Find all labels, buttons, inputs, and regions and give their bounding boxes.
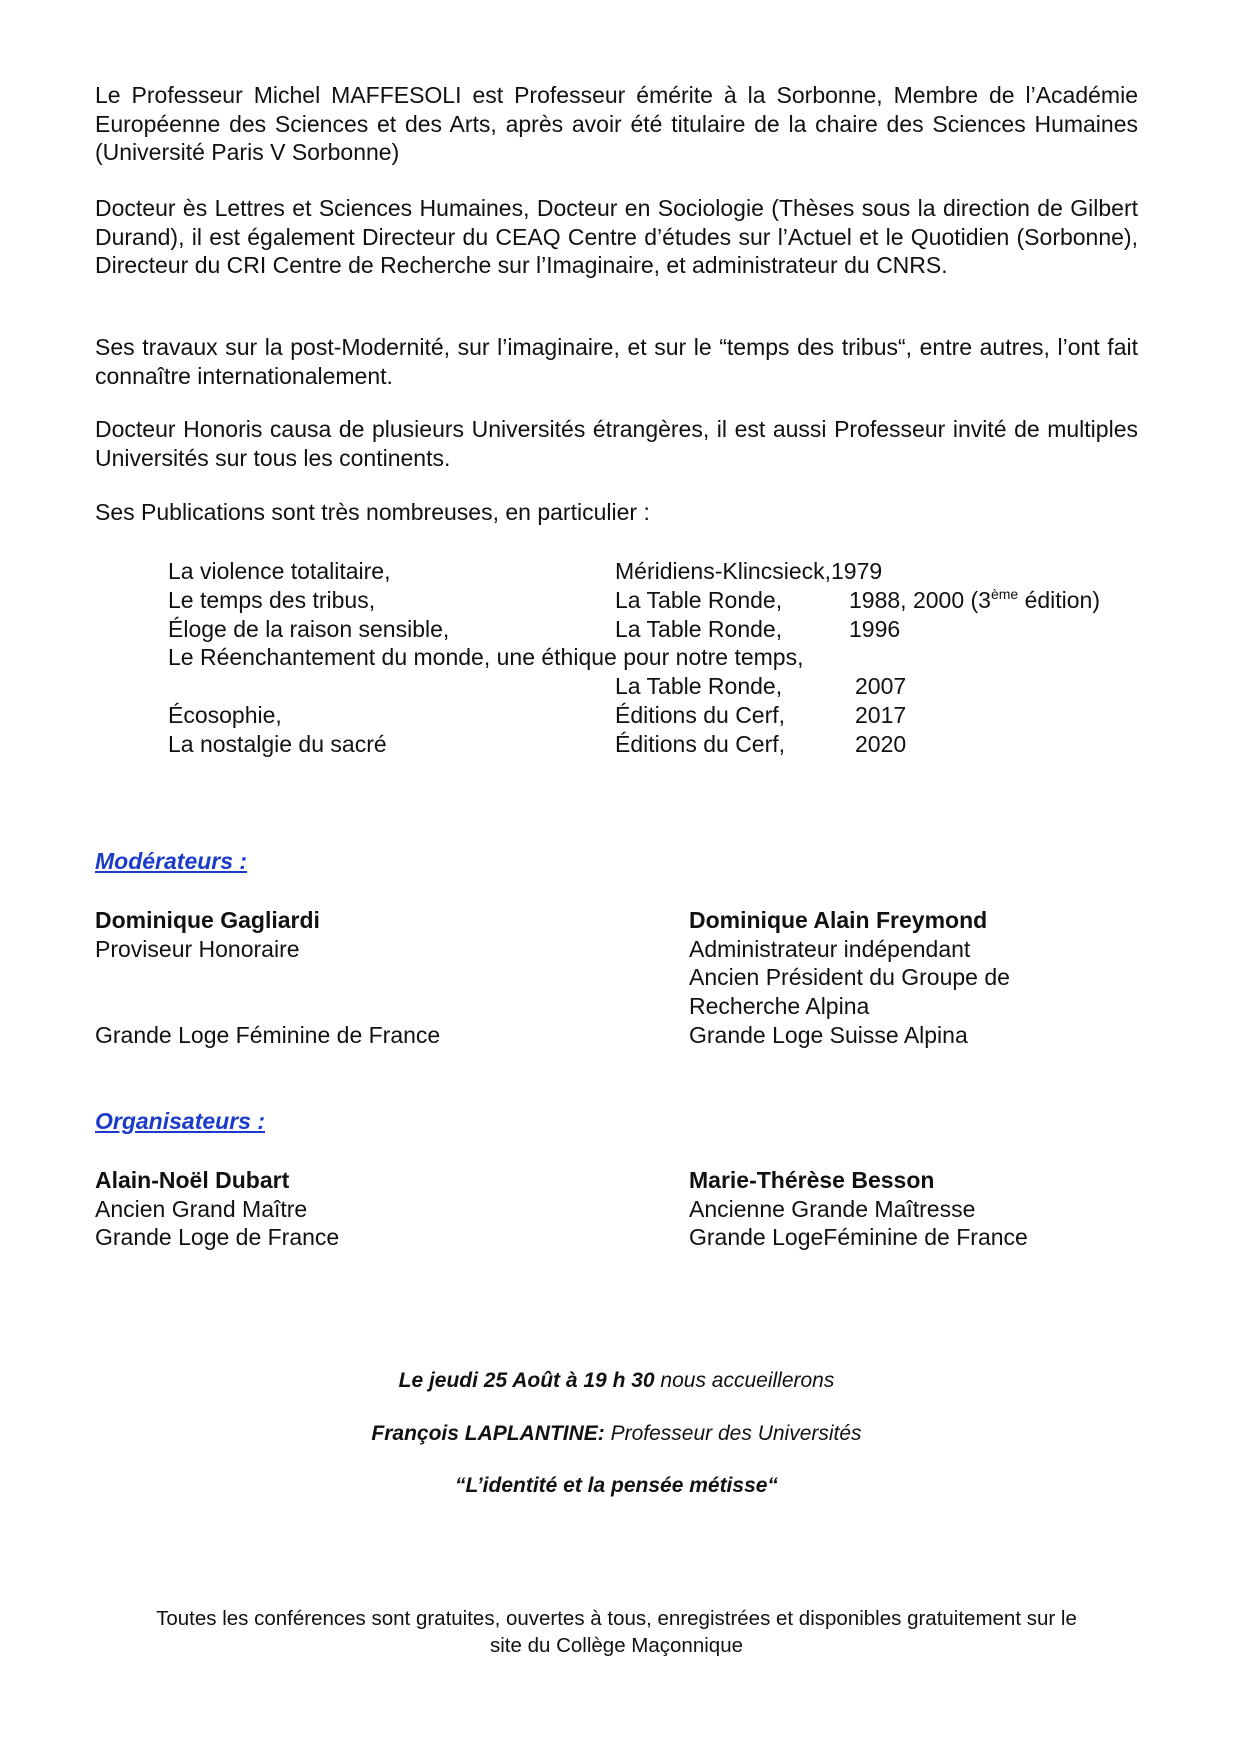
announcement-speaker — [95, 1422, 1138, 1446]
person-name: Dominique Alain Freymond — [689, 907, 988, 933]
publication-title: Le temps des tribus, — [168, 586, 376, 613]
publication-title: Éloge de la raison sensible, — [168, 615, 450, 642]
publication-publisher: La Table Ronde, — [615, 615, 783, 642]
organizer-right — [689, 1166, 1028, 1252]
publication-publisher: Méridiens-Klincsieck,1979 — [615, 558, 883, 584]
speaker-title: Professeur des Universités — [604, 1422, 862, 1445]
publication-year-suffix: édition) — [1018, 586, 1101, 613]
person-title-line2: Ancien Président du Groupe de — [689, 964, 1010, 991]
publication-year: 2007 — [855, 673, 907, 700]
bio-paragraph-1: Le Professeur Michel MAFFESOLI est Professeur émérite à la Sorbonne, Membre de l’Académie Européenne des Sciences et des Arts, après avoir été titulaire de la chaire des Sciences Humaines (Université Paris V Sorbonne) — [95, 82, 1138, 166]
publication-year — [849, 586, 1100, 615]
publication-title: La nostalgie du sacré — [168, 730, 387, 757]
footer-note — [95, 1606, 1138, 1659]
person-organization: Grande LogeFéminine de France — [689, 1224, 1028, 1251]
moderateurs-heading: Modérateurs : — [95, 848, 248, 874]
talk-title-text: “L’identité et la pensée métisse“ — [455, 1474, 778, 1497]
publication-year: 2017 — [855, 701, 907, 728]
publication-publisher: La Table Ronde, — [615, 673, 783, 700]
announcement-date — [95, 1369, 1138, 1393]
organisateurs-heading: Organisateurs : — [95, 1108, 265, 1134]
person-title-line3: Recherche Alpina — [689, 993, 870, 1020]
moderator-right — [689, 906, 1010, 1050]
announcement-date-bold: Le jeudi 25 Août à 19 h 30 — [398, 1369, 655, 1392]
publication-title: Écosophie, — [168, 701, 282, 728]
bio-paragraph-2: Docteur ès Lettres et Sciences Humaines, Docteur en Sociologie (Thèses sous la direction de Gilbert Durand), il est également Directeur du CEAQ Centre d’études sur l’Actuel et le Quotidien (Sorbonne), Directeur du CRI Centre de Recherche sur l’Imaginaire, et administrateur du CNRS. — [95, 195, 1138, 279]
person-organization: Grande Loge de France — [95, 1224, 340, 1251]
speaker-name: François LAPLANTINE: — [371, 1422, 605, 1445]
footer-line-2: site du Collège Maçonnique — [490, 1633, 743, 1657]
talk-title — [95, 1474, 1138, 1498]
person-title: Administrateur indépendant — [689, 935, 971, 962]
person-name: Alain-Noël Dubart — [95, 1167, 290, 1193]
person-organization: Grande Loge Féminine de France — [95, 1021, 441, 1048]
moderator-left — [95, 906, 440, 1049]
publication-title: La violence totalitaire, — [168, 558, 391, 584]
publication-title: Le Réenchantement du monde, une éthique pour notre temps, — [168, 644, 804, 671]
person-title: Ancienne Grande Maîtresse — [689, 1195, 976, 1222]
publication-publisher: Éditions du Cerf, — [615, 730, 786, 757]
organizer-left — [95, 1166, 339, 1252]
publication-year-text: 1988, 2000 (3 — [849, 586, 991, 613]
publications-intro: Ses Publications sont très nombreuses, en particulier : — [95, 499, 650, 525]
announcement-date-rest: nous accueillerons — [654, 1369, 835, 1392]
publication-year-superscript: ème — [990, 585, 1019, 602]
publication-publisher: La Table Ronde, — [615, 586, 783, 613]
bio-paragraph-4: Docteur Honoris causa de plusieurs Universités étrangères, il est aussi Professeur invité de multiples Universités sur tous les continents. — [95, 416, 1138, 471]
person-title: Proviseur Honoraire — [95, 935, 300, 962]
publication-year: 2020 — [855, 730, 907, 757]
footer-line-1: Toutes les conférences sont gratuites, ouvertes à tous, enregistrées et disponibles gratuitement sur le — [156, 1607, 1077, 1630]
publication-year: 1996 — [849, 615, 901, 642]
bio-paragraph-3: Ses travaux sur la post-Modernité, sur l’imaginaire, et sur le “temps des tribus“, entre autres, l’ont fait connaître internationalement. — [95, 334, 1138, 389]
person-organization: Grande Loge Suisse Alpina — [689, 1021, 968, 1048]
person-title: Ancien Grand Maître — [95, 1195, 308, 1222]
publication-publisher: Éditions du Cerf, — [615, 701, 786, 728]
person-name: Marie-Thérèse Besson — [689, 1167, 935, 1193]
person-name: Dominique Gagliardi — [95, 907, 320, 933]
